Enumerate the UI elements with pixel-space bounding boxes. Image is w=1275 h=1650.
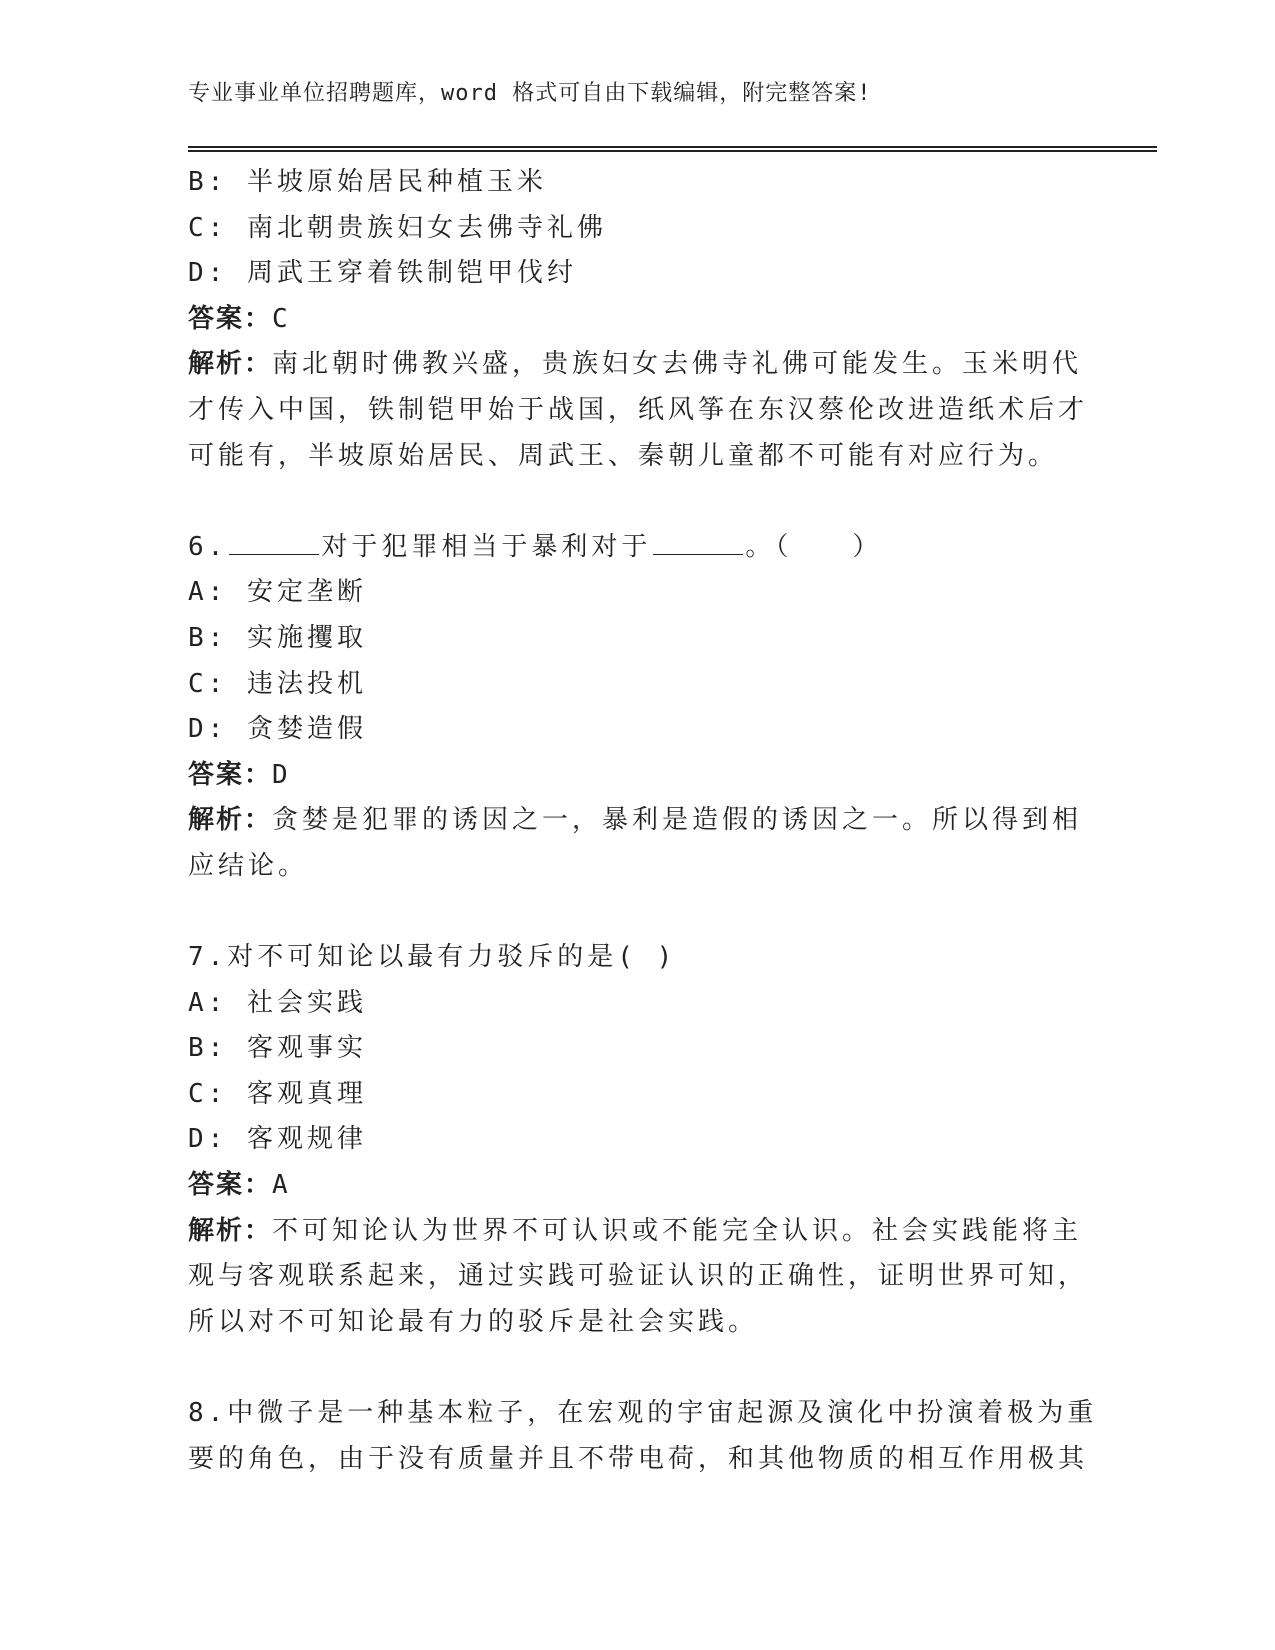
q6-option-c: C: 违法投机	[188, 668, 367, 699]
document-body	[188, 160, 1098, 1482]
question-8	[188, 1391, 1098, 1482]
q7-analysis-line-1: 解析：不可知论认为世界不可认识或不能完全认识。社会实践能将主	[188, 1215, 1083, 1246]
q5-option-d: D: 周武王穿着铁制铠甲伐纣	[188, 258, 577, 289]
q8-stem-line-2: 要的角色，由于没有质量并且不带电荷，和其他物质的相互作用极其	[188, 1443, 1089, 1474]
answer-value: C	[272, 303, 292, 334]
q5-answer	[188, 297, 1068, 343]
analysis-label: 解析：	[188, 1215, 273, 1246]
q6-option-b: B: 实施攫取	[188, 622, 367, 653]
q6-answer	[188, 753, 1068, 799]
answer-label: 答案：	[188, 759, 273, 790]
q5-analysis-line-1: 解析：南北朝时佛教兴盛，贵族妇女去佛寺礼佛可能发生。玉米明代	[188, 349, 1083, 380]
q5-analysis-line-3: 可能有，半坡原始居民、周武王、秦朝儿童都不可能有对应行为。	[188, 440, 1059, 471]
q7-option-d: D: 客观规律	[188, 1124, 367, 1155]
q7-stem: 7.对不可知论以最有力驳斥的是( )	[188, 942, 677, 973]
q7-option-b: B: 客观事实	[188, 1033, 367, 1064]
answer-value: D	[272, 759, 292, 790]
q7-analysis-line-3: 所以对不可知论最有力的驳斥是社会实践。	[188, 1306, 759, 1337]
analysis-label: 解析：	[188, 805, 273, 836]
q5-option-c: C: 南北朝贵族妇女去佛寺礼佛	[188, 212, 607, 243]
q7-option-a: A: 社会实践	[188, 987, 367, 1018]
analysis-label: 解析：	[188, 349, 273, 380]
q8-stem-line-1: 8.中微子是一种基本粒子，在宏观的宇宙起源及演化中扮演着极为重	[188, 1398, 1098, 1429]
q5-option-b: B: 半坡原始居民种植玉米	[188, 167, 547, 197]
header-divider	[188, 146, 1157, 152]
q7-analysis-line-2: 观与客观联系起来，通过实践可验证认识的正确性，证明世界可知，	[188, 1261, 1089, 1292]
q6-analysis-line-1: 解析：贪婪是犯罪的诱因之一，暴利是造假的诱因之一。所以得到相	[188, 805, 1083, 836]
q6-option-d: D: 贪婪造假	[188, 714, 367, 745]
page-header: 专业事业单位招聘题库，word 格式可自由下载编辑，附完整答案!	[188, 81, 872, 106]
q7-option-c: C: 客观真理	[188, 1078, 367, 1109]
answer-label: 答案：	[188, 1170, 273, 1201]
q6-option-a: A: 安定垄断	[188, 577, 367, 608]
q7-answer	[188, 1163, 1068, 1209]
q6-analysis-line-2: 应结论。	[188, 850, 309, 881]
question-7	[188, 935, 1089, 1345]
spacer	[188, 479, 1068, 525]
question-6	[188, 525, 1083, 890]
question-5	[188, 160, 1089, 479]
fill-blank	[229, 526, 319, 555]
answer-value: A	[272, 1170, 292, 1201]
spacer	[188, 1345, 1068, 1391]
q5-analysis-line-2: 才传入中国，铁制铠甲始于战国，纸风筝在东汉蔡伦改进造纸术后才	[188, 394, 1089, 425]
q6-stem: 6. 对于犯罪相当于暴利对于 。（ ）	[188, 525, 1068, 571]
answer-label: 答案：	[188, 303, 273, 334]
fill-blank	[653, 526, 743, 555]
spacer	[188, 890, 1068, 936]
